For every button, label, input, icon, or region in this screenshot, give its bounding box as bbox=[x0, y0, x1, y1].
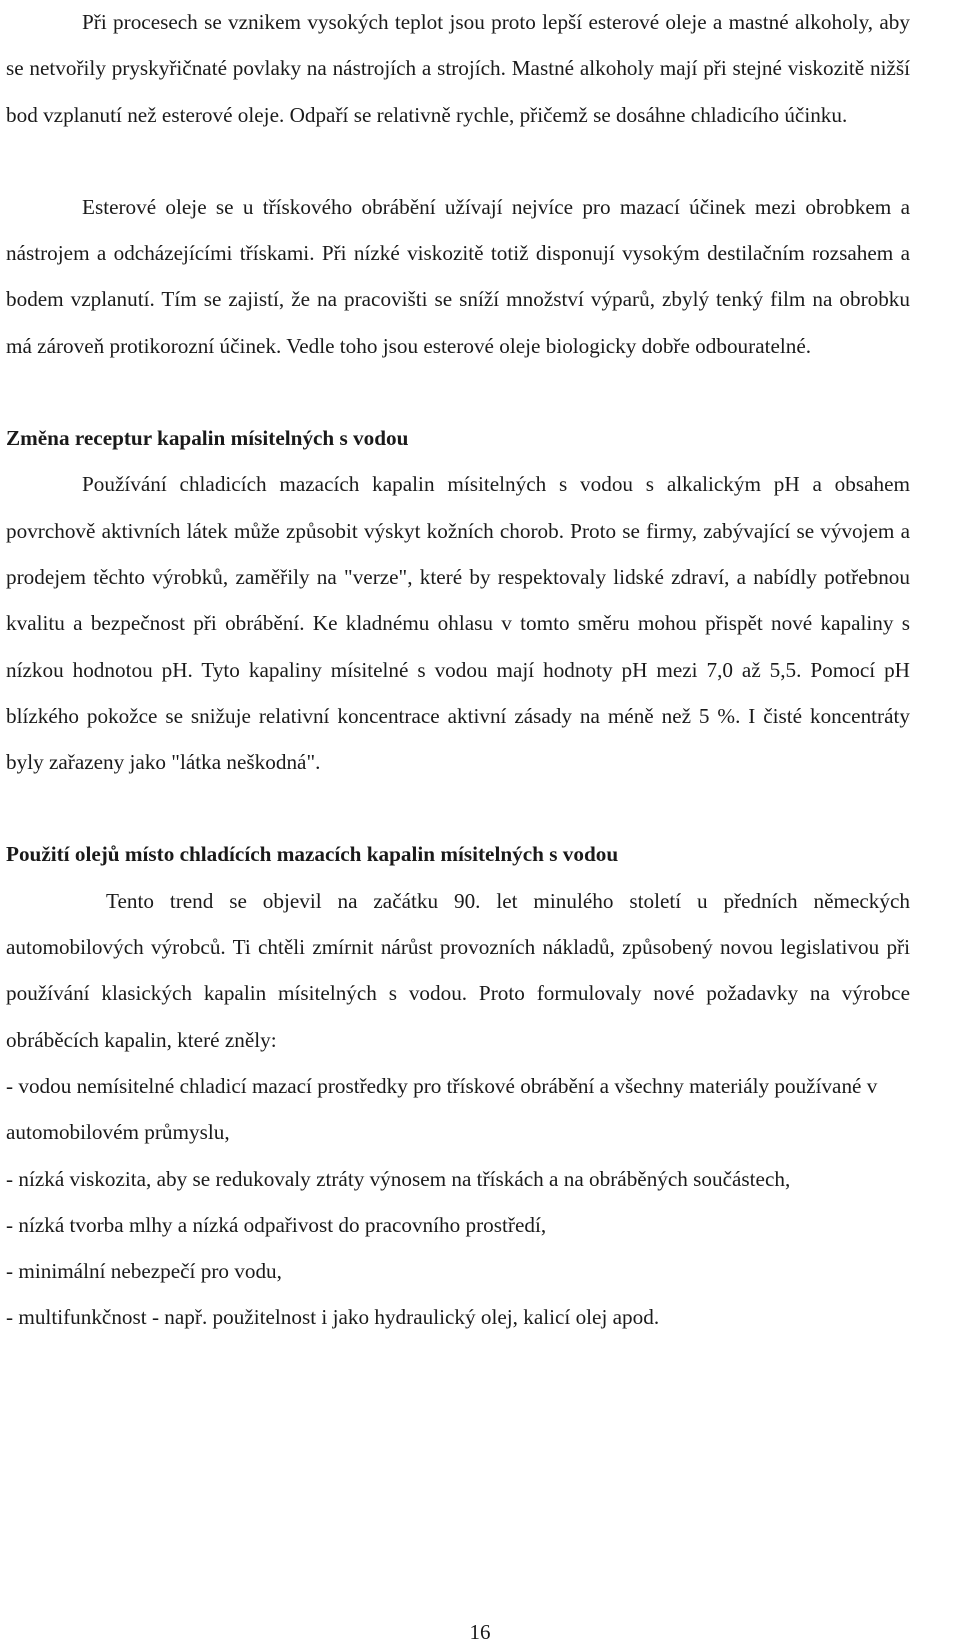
paragraph-fatty-alcohols: Při procesech se vznikem vysokých teplot jsou proto lepší esterové oleje a mastné alkoholy, aby se netvořily pryskyřičnaté povlaky na nástrojích a strojích. Mastné alkoholy mají při stejné viskozitě nižší bod vzplanutí než esterové oleje. Odpaří se relativně rychle, přičemž se dosáhne chladicího účinku. bbox=[6, 10, 910, 127]
spacer bbox=[6, 369, 910, 415]
list-item: - nízká viskozita, aby se redukovaly ztráty výnosem na třískách a na obráběných součástech, bbox=[6, 1166, 791, 1191]
spacer bbox=[6, 785, 910, 831]
paragraph-automotive-trend: Tento trend se objevil na začátku 90. let minulého století u předních německých automobilových výrobců. Ti chtěli zmírnit nárůst provozních nákladů, způsobený novou legislativou při používání klasických kapalin mísitelných s vodou. Proto formulovaly nové požadavky na výrobce obráběcích kapalin, které zněly: bbox=[6, 888, 910, 1052]
section-heading-oils-instead: Použití olejů místo chladících mazacích kapalin mísitelných s vodou bbox=[6, 842, 619, 867]
paragraph-ester-oils: Esterové oleje se u třískového obrábění užívají nejvíce pro mazací účinek mezi obrobkem a nástrojem a odcházejícími třískami. Při nízké viskozitě totiž disponují vysokým destilačním rozsahem a bodem vzplanutí. Tím se zajistí, že na pracovišti se sníží množství výparů, zbylý tenký film na obrobku má zároveň protikorozní účinek. Vedle toho jsou esterové oleje biologicky dobře odbouratelné. bbox=[6, 194, 910, 358]
list-item: - minimální nebezpečí pro vodu, bbox=[6, 1259, 282, 1284]
document-body bbox=[6, 0, 910, 1341]
list-item: - nízká tvorba mlhy a nízká odpařivost do pracovního prostředí, bbox=[6, 1212, 547, 1237]
list-item: - multifunkčnost - např. použitelnost i jako hydraulický olej, kalicí olej apod. bbox=[6, 1305, 660, 1330]
section-heading-recipe-change: Změna receptur kapalin mísitelných s vodou bbox=[6, 426, 409, 451]
requirements-list bbox=[6, 1063, 910, 1341]
spacer bbox=[6, 138, 910, 184]
page-number: 16 bbox=[469, 1620, 491, 1644]
paragraph-water-miscible-fluids: Používání chladicích mazacích kapalin mísitelných s vodou s alkalickým pH a obsahem povrchově aktivních látek může způsobit výskyt kožních chorob. Proto se firmy, zabývající se vývojem a prodejem těchto výrobků, zaměřily na "verze", které by respektovaly lidské zdraví, a nabídly potřebnou kvalitu a bezpečnost při obrábění. Ke kladnému ohlasu v tomto směru mohou přispět nové kapaliny s nízkou hodnotou pH. Tyto kapaliny mísitelné s vodou mají hodnoty pH mezi 7,0 až 5,5. Pomocí pH blízkého pokožce se snižuje relativní koncentrace aktivní zásady na méně než 5 %. I čisté koncentráty byly zařazeny jako "látka neškodná". bbox=[6, 472, 910, 775]
list-item: - vodou nemísitelné chladicí mazací prostředky pro třískové obrábění a všechny materiály používané v automobilovém průmyslu, bbox=[6, 1073, 878, 1145]
